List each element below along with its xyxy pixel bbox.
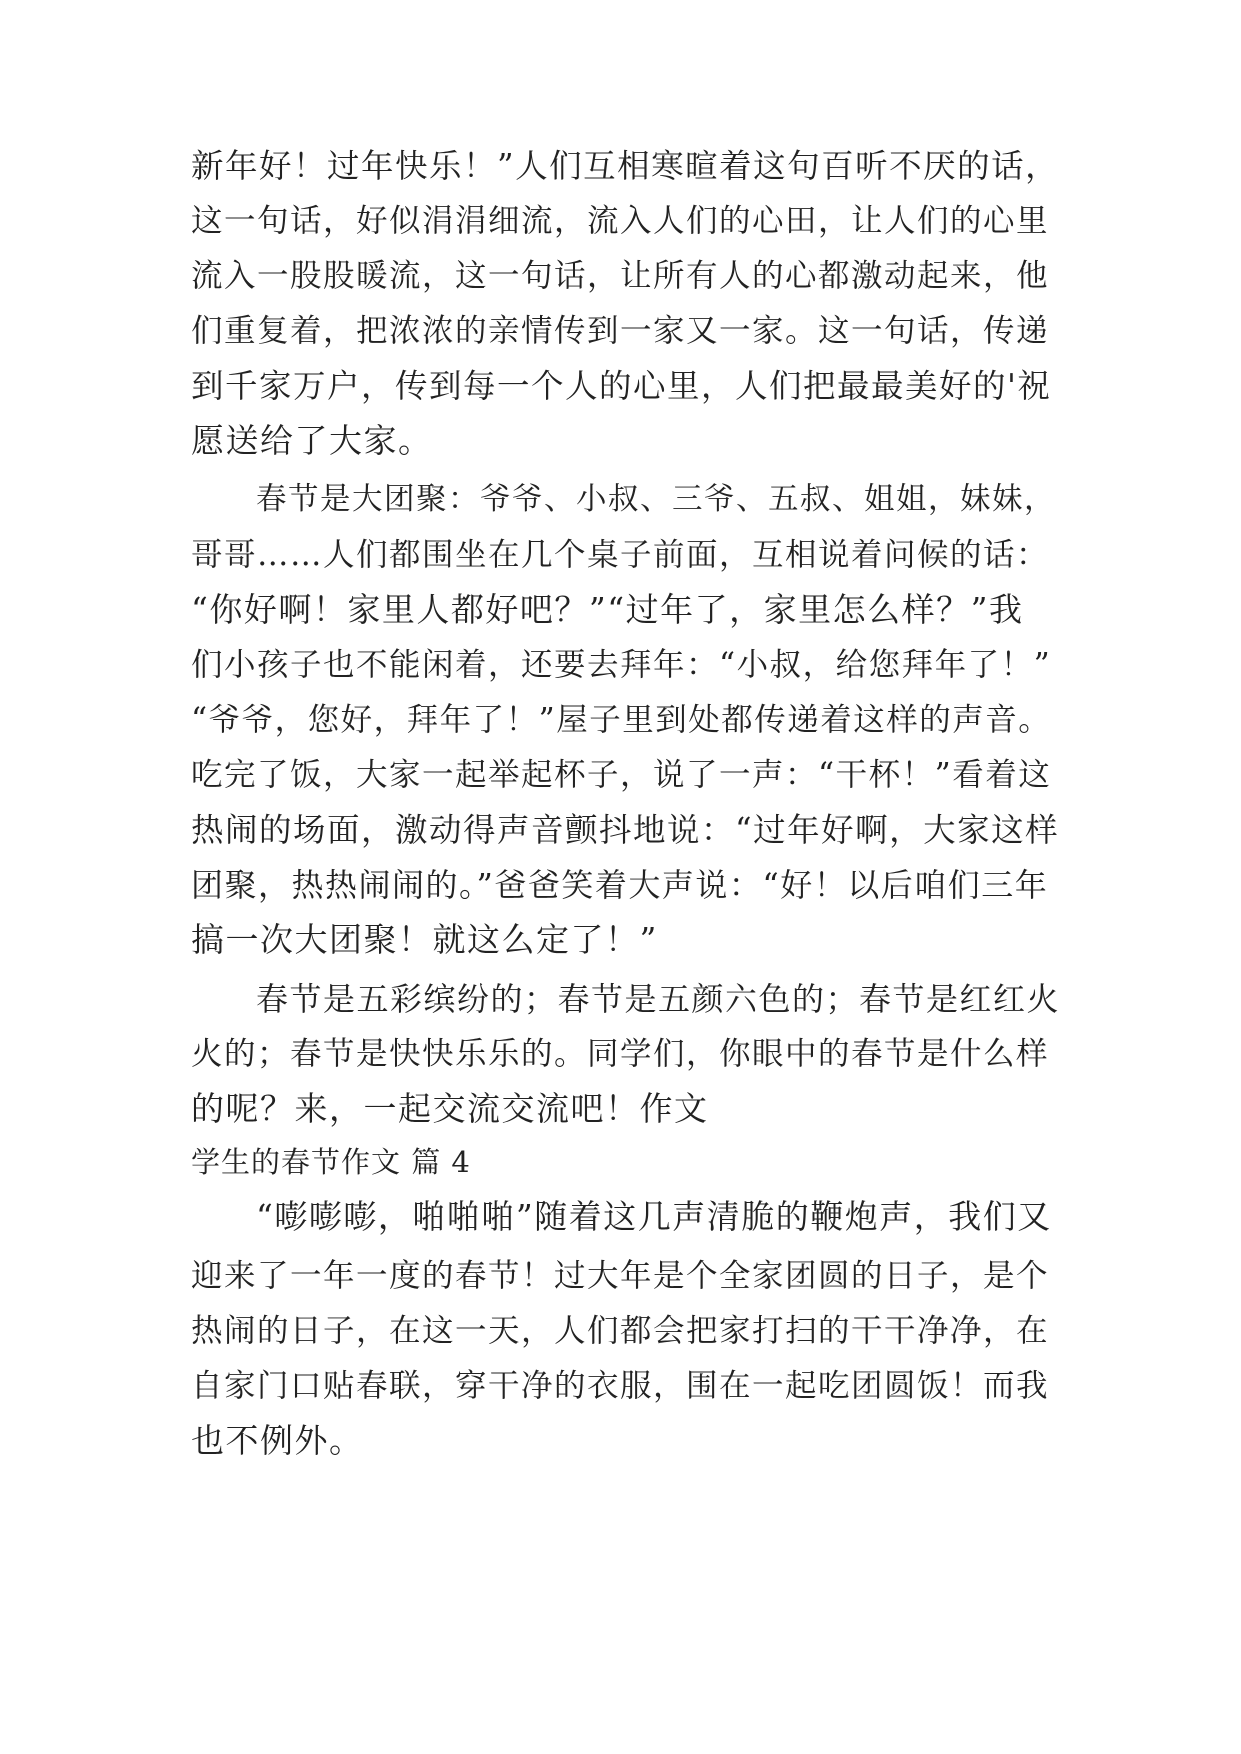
paragraph-2-line-9: 搞一次大团聚！就这么定了！” — [191, 920, 658, 959]
paragraph-2-line-2: 哥哥……人们都围坐在几个桌子前面，互相说着问候的话： — [191, 537, 1050, 573]
paragraph-2-line-5: “爷爷，您好，拜年了！”屋子里到处都传递着这样的声音。 — [191, 702, 1052, 738]
paragraph-4-line-4: 自家门口贴春联，穿干净的衣服，围在一起吃团圆饭！而我 — [191, 1368, 1050, 1404]
paragraph-2-line-4: 们小孩子也不能闲着，还要去拜年：“小叔，给您拜年了！” — [191, 647, 1052, 683]
paragraph-2-line-1: 春节是大团聚：爷爷、小叔、三爷、五叔、姐姐，妹妹， — [256, 482, 1056, 517]
paragraph-2-line-7: 热闹的场面，激动得声音颤抖地说：“过年好啊，大家这样 — [191, 811, 1060, 849]
paragraph-3-line-1: 春节是五彩缤纷的；春节是五颜六色的；春节是红红火 — [256, 980, 1061, 1018]
section-heading: 学生的春节作文 篇 4 — [191, 1145, 471, 1179]
paragraph-1-line-1: 新年好！过年快乐！”人们互相寒暄着这句百听不厌的话， — [191, 147, 1060, 185]
paragraph-1-line-3: 流入一股股暖流，这一句话，让所有人的心都激动起来，他 — [191, 258, 1050, 294]
paragraph-1-line-4: 们重复着，把浓浓的亲情传到一家又一家。这一句话，传递 — [191, 313, 1050, 349]
paragraph-4-line-2: 迎来了一年一度的春节！过大年是个全家团圆的日子，是个 — [191, 1258, 1050, 1294]
paragraph-2-line-3: “你好啊！家里人都好吧？”“过年了，家里怎么样？”我 — [191, 590, 1024, 629]
paragraph-1-line-6: 愿送给了大家。 — [191, 421, 433, 460]
paragraph-3-line-2: 火的；春节是快快乐乐的。同学们，你眼中的春节是什么样 — [191, 1036, 1050, 1072]
paragraph-3-line-3: 的呢？来，一起交流交流吧！作文 — [191, 1089, 709, 1128]
paragraph-1-line-5: 到千家万户，传到每一个人的心里，人们把最最美好的'祝 — [191, 367, 1052, 405]
paragraph-4-line-5: 也不例外。 — [191, 1421, 364, 1460]
paragraph-2-line-6: 吃完了饭，大家一起举起杯子，说了一声：“干杯！”看着这 — [191, 757, 1052, 793]
paragraph-1-line-2: 这一句话，好似涓涓细流，流入人们的心田，让人们的心里 — [191, 203, 1050, 239]
paragraph-2-line-8: 团聚，热热闹闹的。”爸爸笑着大声说：“好！以后咱们三年 — [191, 866, 1049, 904]
paragraph-4-line-1: “嘭嘭嘭，啪啪啪”随着这几声清脆的鞭炮声，我们又 — [256, 1197, 1052, 1236]
paragraph-4-line-3: 热闹的日子，在这一天，人们都会把家打扫的干干净净，在 — [191, 1313, 1050, 1349]
